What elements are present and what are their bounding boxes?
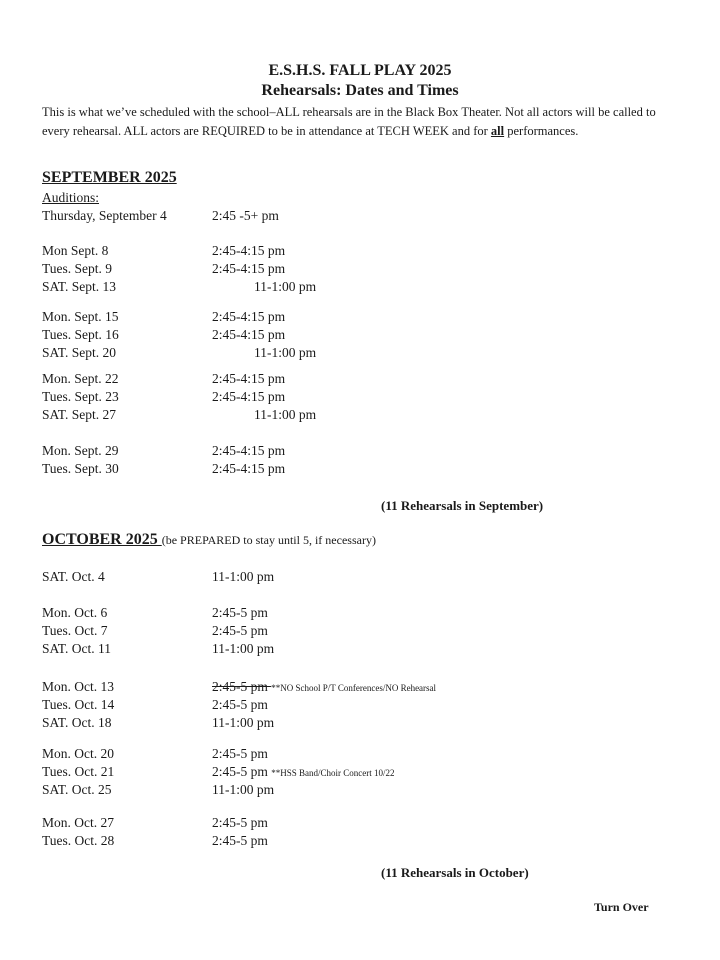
- row-time-text: 2:45-5 pm: [212, 764, 272, 779]
- intro-paragraph: [42, 103, 682, 141]
- row-note: **NO School P/T Conferences/NO Rehearsal: [271, 683, 437, 693]
- row-day: Mon. Oct. 20: [42, 746, 114, 761]
- row-time: 2:45-5 pm: [212, 697, 268, 712]
- row-day: Tues. Sept. 16: [42, 327, 119, 342]
- october-heading-text: OCTOBER 2025: [42, 531, 162, 548]
- october-heading-note: (be PREPARED to stay until 5, if necessary): [161, 533, 376, 547]
- row-day: SAT. Oct. 18: [42, 715, 112, 730]
- october-summary: (11 Rehearsals in October): [381, 865, 529, 880]
- intro-emphasis: all: [490, 124, 505, 138]
- turn-over-label: Turn Over: [594, 900, 649, 914]
- row-day: SAT. Oct. 25: [42, 782, 112, 797]
- row-time: 2:45-4:15 pm: [212, 443, 286, 458]
- row-day: Mon. Sept. 22: [42, 371, 119, 386]
- row-time: 2:45-4:15 pm: [212, 389, 286, 404]
- row-time: 11-1:00 pm: [254, 407, 317, 422]
- row-time: 2:45-4:15 pm: [212, 461, 286, 476]
- row-time: 2:45-5 pm: [212, 746, 268, 761]
- row-time: 2:45-5 pm: [212, 833, 268, 848]
- row-day: Mon. Sept. 15: [42, 309, 119, 324]
- row-time: 2:45-4:15 pm: [212, 327, 286, 342]
- row-day: Tues. Oct. 7: [42, 623, 108, 638]
- row-time: [212, 763, 395, 782]
- cancelled-time: 2:45-5 pm: [212, 679, 272, 694]
- row-time: 2:45-5 pm: [212, 623, 268, 638]
- row-day: Mon. Sept. 29: [42, 443, 119, 458]
- row-day: Thursday, September 4: [42, 208, 167, 223]
- september-summary: (11 Rehearsals in September): [381, 498, 544, 513]
- row-time: 11-1:00 pm: [254, 279, 317, 294]
- row-time: 2:45-4:15 pm: [212, 371, 286, 386]
- row-day: Mon. Oct. 13: [42, 679, 114, 694]
- auditions-label: Auditions:: [42, 190, 100, 205]
- document-subtitle: Rehearsals: Dates and Times: [261, 82, 459, 99]
- row-day: Mon. Oct. 6: [42, 605, 108, 620]
- row-day: Tues. Oct. 14: [42, 697, 115, 712]
- row-day: SAT. Oct. 4: [42, 569, 105, 584]
- row-day: Tues. Sept. 30: [42, 461, 119, 476]
- intro-text-end: performances.: [504, 124, 579, 138]
- row-time: 11-1:00 pm: [212, 715, 275, 730]
- row-time: 11-1:00 pm: [212, 569, 275, 584]
- intro-text: This is what we’ve scheduled with the school–ALL rehearsals are in the Black Box Theater. Not all actors will be called to every rehearsal. ALL actors are REQUIRED to be in attendance at TECH WEEK and for: [42, 105, 656, 138]
- row-time: 2:45-5 pm: [212, 605, 268, 620]
- row-time: 11-1:00 pm: [212, 782, 275, 797]
- row-time: 11-1:00 pm: [254, 345, 317, 360]
- september-heading: SEPTEMBER 2025: [42, 169, 177, 186]
- row-time: 2:45-4:15 pm: [212, 261, 286, 276]
- row-day: Tues. Oct. 21: [42, 764, 115, 779]
- row-day: Tues. Sept. 23: [42, 389, 119, 404]
- row-time: 2:45-5 pm: [212, 815, 268, 830]
- october-heading: [42, 531, 376, 549]
- row-time: 2:45-4:15 pm: [212, 309, 286, 324]
- row-note: **HSS Band/Choir Concert 10/22: [271, 768, 395, 778]
- row-day: SAT. Sept. 20: [42, 345, 117, 360]
- row-day: Tues. Sept. 9: [42, 261, 113, 276]
- row-time: 11-1:00 pm: [212, 641, 275, 656]
- row-day: SAT. Oct. 11: [42, 641, 111, 656]
- row-day: SAT. Sept. 27: [42, 407, 117, 422]
- row-time: [212, 678, 436, 697]
- document-title: E.S.H.S. FALL PLAY 2025: [268, 62, 452, 79]
- row-time: 2:45 -5+ pm: [212, 208, 279, 223]
- row-time: 2:45-4:15 pm: [212, 243, 286, 258]
- row-day: Mon. Oct. 27: [42, 815, 114, 830]
- row-day: Tues. Oct. 28: [42, 833, 115, 848]
- row-day: Mon Sept. 8: [42, 243, 109, 258]
- row-day: SAT. Sept. 13: [42, 279, 117, 294]
